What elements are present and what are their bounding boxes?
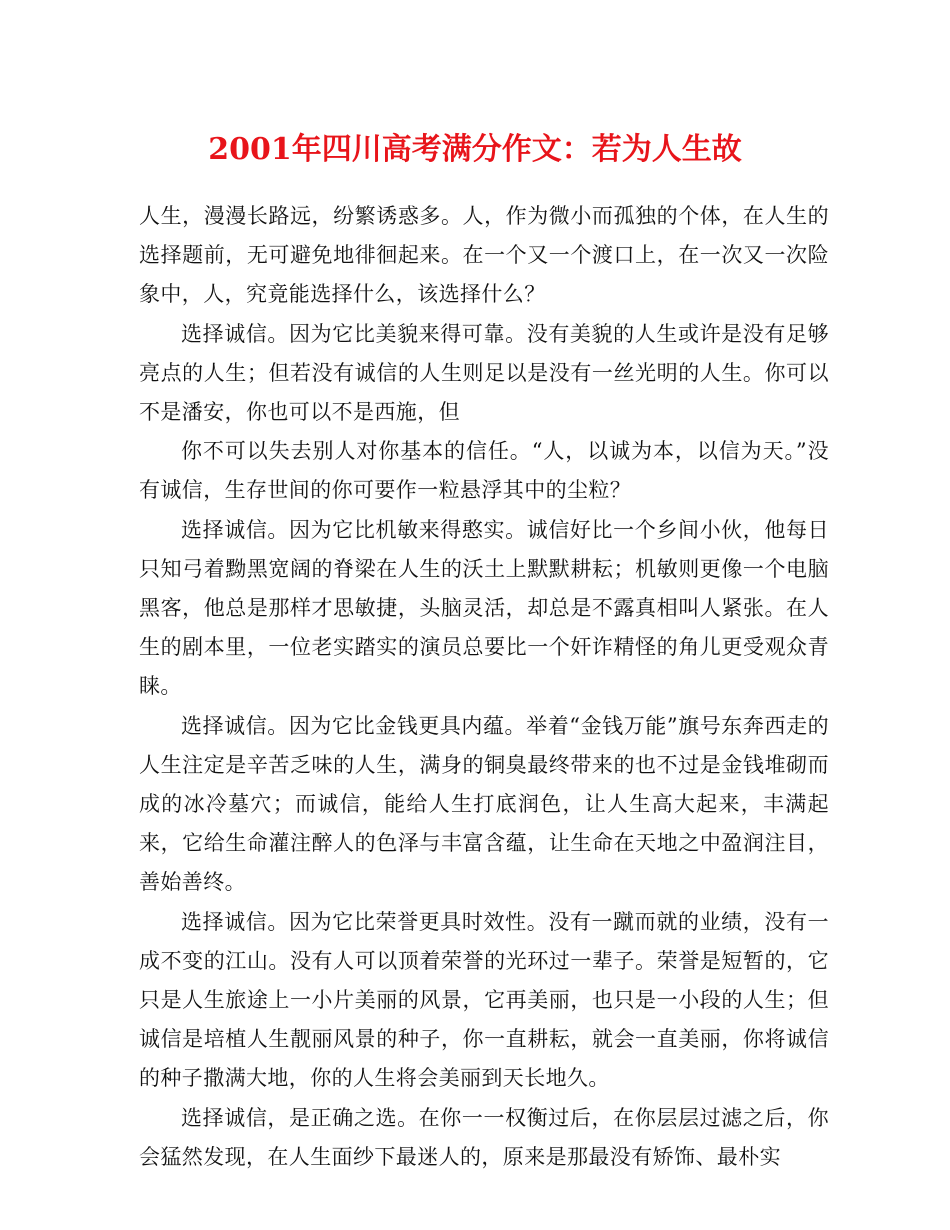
paragraph: 选择诚信。因为它比荣誉更具时效性。没有一蹴而就的业绩，没有一成不变的江山。没有人可以顶着荣誉的光环过一辈子。荣誉是短暂的，它只是人生旅途上一小片美丽的风景，它再美丽，也只是一小段的人生；但诚信是培植人生靓丽风景的种子，你一直耕耘，就会一直美丽，你将诚信的种子撒满大地，你的人生将会美丽到天长地久。 <box>139 909 829 1091</box>
paragraph: 你不可以失去别人对你基本的信任。“人，以诚为本，以信为天。”没有诚信，生存世间的你可要作一粒悬浮其中的尘粒？ <box>139 439 829 503</box>
paragraph: 选择诚信。因为它比美貌来得可靠。没有美貌的人生或许是没有足够亮点的人生；但若没有诚信的人生则足以是没有一丝光明的人生。你可以不是潘安，你也可以不是西施，但 <box>139 321 829 425</box>
paragraph: 选择诚信。因为它比金钱更具内蕴。举着“金钱万能”旗号东奔西走的人生注定是辛苦乏味的人生，满身的铜臭最终带来的也不过是金钱堆砌而成的冰冷墓穴；而诚信，能给人生打底润色，让人生高大起来，丰满起来，它给生命灌注醉人的色泽与丰富含蕴，让生命在天地之中盈润注目，善始善终。 <box>139 713 829 895</box>
document-body <box>139 197 829 1177</box>
paragraph: 人生，漫漫长路远，纷繁诱惑多。人，作为微小而孤独的个体，在人生的选择题前，无可避免地徘徊起来。在一个又一个渡口上，在一次又一次险象中，人，究竟能选择什么，该选择什么？ <box>139 204 829 307</box>
document-title: 2001年四川高考满分作文：若为人生故 <box>208 132 742 167</box>
paragraph: 选择诚信，是正确之选。在你一一权衡过后，在你层层过滤之后，你会猛然发现，在人生面纱下最迷人的，原来是那最没有矫饰、最朴实 <box>139 1105 829 1169</box>
paragraph: 选择诚信。因为它比机敏来得憨实。诚信好比一个乡间小伙，他每日只知弓着黝黑宽阔的脊梁在人生的沃土上默默耕耘；机敏则更像一个电脑黑客，他总是那样才思敏捷，头脑灵活，却总是不露真相叫人紧张。在人生的剧本里，一位老实踏实的演员总要比一个奸诈精怪的角儿更受观众青睐。 <box>139 517 829 699</box>
